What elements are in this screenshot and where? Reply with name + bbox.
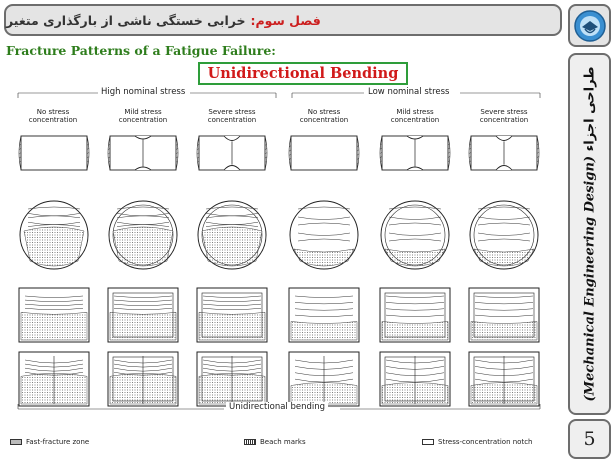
shaft-broken-end: [108, 136, 110, 170]
legend-notch: Stress-concentration notch: [422, 438, 533, 446]
course-title: [582, 64, 597, 404]
column-label: No stress concentration: [299, 108, 349, 124]
fast-fracture-zone: [110, 312, 176, 340]
page-number: 5: [568, 419, 611, 459]
fast-fracture-zone: [113, 227, 173, 266]
shaft-broken-end: [265, 136, 267, 170]
chapter-topic: خرابی خستگی ناشی از بارگذاری متغیر: [6, 12, 246, 28]
logo-emblem-icon: [573, 9, 607, 43]
figure-title: Fracture Patterns of a Fatigue Failure:: [6, 43, 276, 58]
column-label: Mild stress concentration: [118, 108, 168, 124]
figure-subtitle: Unidirectional Bending: [198, 62, 408, 85]
fast-fracture-zone: [21, 312, 87, 340]
shaft-broken-end: [19, 136, 21, 170]
group-label-low: Low nominal stress: [365, 87, 453, 97]
shaft-broken-end: [289, 136, 291, 170]
bottom-label: Unidirectional bending: [226, 402, 328, 412]
fast-fracture-zone: [199, 312, 265, 340]
column-label: Severe stress concentration: [479, 108, 529, 124]
fast-fracture-zone: [291, 321, 357, 340]
fast-fracture-zone: [471, 321, 537, 340]
fast-fracture-swatch: [10, 439, 22, 445]
beach-marks-swatch: [244, 439, 256, 445]
course-title-fa: طراحی اجزاء: [582, 66, 597, 152]
shaft-broken-end: [469, 136, 471, 170]
column-label: Mild stress concentration: [390, 108, 440, 124]
course-title-panel: [568, 53, 611, 415]
legend-fast-fracture: Fast-fracture zone: [10, 438, 89, 446]
shaft-broken-end: [357, 136, 359, 170]
shaft-side-view: [21, 136, 87, 170]
column-label: No stress concentration: [28, 108, 78, 124]
shaft-broken-end: [380, 136, 382, 170]
shaft-broken-end: [87, 136, 89, 170]
sidebar: [568, 4, 611, 459]
legend-beach-marks: Beach marks: [244, 438, 306, 446]
shaft-broken-end: [448, 136, 450, 170]
notch-swatch: [422, 439, 434, 445]
fast-fracture-zone: [202, 227, 262, 266]
shaft-broken-end: [537, 136, 539, 170]
university-logo: [568, 4, 611, 47]
shaft-broken-end: [176, 136, 178, 170]
shaft-broken-end: [197, 136, 199, 170]
course-title-en: (Mechanical Engineering Design): [582, 155, 597, 402]
fracture-pattern-figure: [4, 84, 562, 460]
column-label: Severe stress concentration: [207, 108, 257, 124]
shaft-side-view: [291, 136, 357, 170]
fast-fracture-zone: [382, 321, 448, 340]
chapter-header: [4, 4, 562, 36]
fast-fracture-zone: [24, 227, 84, 266]
chapter-label: فصل سوم:: [250, 12, 321, 28]
group-label-high: High nominal stress: [98, 87, 188, 97]
